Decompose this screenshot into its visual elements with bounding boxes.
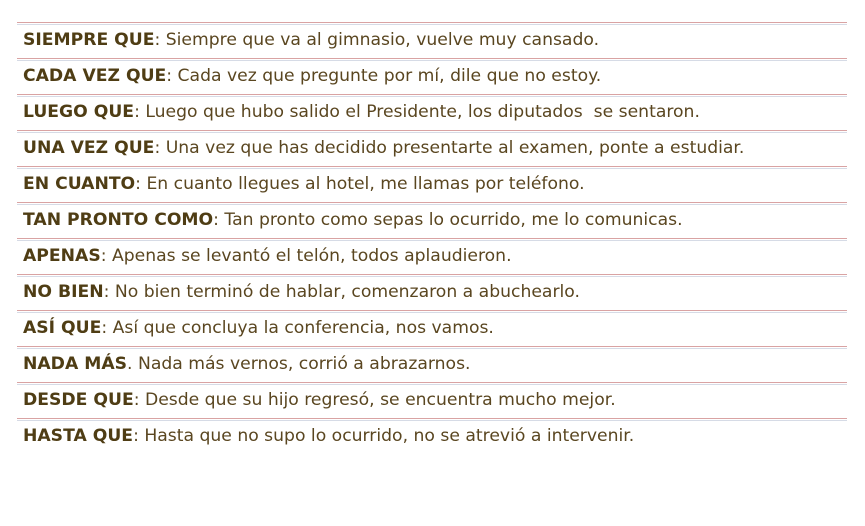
list-item xyxy=(17,130,847,166)
separator: : xyxy=(101,318,113,338)
row-divider xyxy=(17,166,847,167)
term-label: NADA MÁS xyxy=(23,354,128,374)
row-divider xyxy=(17,240,847,241)
row-divider xyxy=(17,382,847,383)
example-sentence: Tan pronto como sepas lo ocurrido, me lo comunicas. xyxy=(224,210,683,230)
conjunction-list xyxy=(17,22,847,454)
row-divider xyxy=(17,274,847,275)
list-item xyxy=(17,22,847,58)
term-label: TAN PRONTO COMO xyxy=(23,210,214,230)
separator: : xyxy=(134,102,146,122)
example-sentence: Nada más vernos, corrió a abrazarnos. xyxy=(137,354,471,374)
separator: : xyxy=(213,210,225,230)
row-divider xyxy=(17,22,847,23)
row-divider xyxy=(17,276,847,277)
example-sentence: Desde que su hijo regresó, se encuentra mucho mejor. xyxy=(144,390,616,410)
list-item xyxy=(17,382,847,418)
row-divider xyxy=(17,24,847,25)
example-sentence: No bien terminó de hablar, comenzaron a abuchearlo. xyxy=(114,282,580,302)
list-item xyxy=(17,238,847,274)
separator: : xyxy=(135,174,147,194)
row-divider xyxy=(17,238,847,239)
list-item xyxy=(17,274,847,310)
term-label: UNA VEZ QUE xyxy=(23,138,155,158)
term-label: CADA VEZ QUE xyxy=(23,66,167,86)
example-sentence: Apenas se levantó el telón, todos aplaudieron. xyxy=(111,246,512,266)
list-item xyxy=(17,310,847,346)
row-divider xyxy=(17,204,847,205)
list-item xyxy=(17,202,847,238)
separator: : xyxy=(133,426,145,446)
row-divider xyxy=(17,310,847,311)
row-divider xyxy=(17,418,847,419)
row-divider xyxy=(17,94,847,95)
row-divider xyxy=(17,346,847,347)
list-item xyxy=(17,166,847,202)
separator: : xyxy=(100,246,112,266)
separator: : xyxy=(154,30,166,50)
term-label: DESDE QUE xyxy=(23,390,134,410)
row-divider xyxy=(17,312,847,313)
separator: : xyxy=(103,282,115,302)
separator: : xyxy=(166,66,178,86)
separator: : xyxy=(133,390,145,410)
row-divider xyxy=(17,132,847,133)
example-sentence: Luego que hubo salido el Presidente, los diputados se sentaron. xyxy=(145,102,700,122)
term-label: NO BIEN xyxy=(23,282,104,302)
example-sentence: Siempre que va al gimnasio, vuelve muy cansado. xyxy=(165,30,600,50)
term-label: HASTA QUE xyxy=(23,426,134,446)
term-label: EN CUANTO xyxy=(23,174,136,194)
list-item xyxy=(17,58,847,94)
example-sentence: Cada vez que pregunte por mí, dile que no estoy. xyxy=(177,66,602,86)
row-divider xyxy=(17,202,847,203)
separator: . xyxy=(127,354,138,374)
row-divider xyxy=(17,420,847,421)
row-divider xyxy=(17,58,847,59)
term-label: LUEGO QUE xyxy=(23,102,135,122)
example-sentence: Así que concluya la conferencia, nos vamos. xyxy=(112,318,494,338)
separator: : xyxy=(154,138,166,158)
term-label: SIEMPRE QUE xyxy=(23,30,155,50)
row-divider xyxy=(17,130,847,131)
row-divider xyxy=(17,168,847,169)
row-divider xyxy=(17,60,847,61)
example-sentence: En cuanto llegues al hotel, me llamas por teléfono. xyxy=(146,174,585,194)
row-divider xyxy=(17,384,847,385)
row-divider xyxy=(17,96,847,97)
term-label: APENAS xyxy=(23,246,101,266)
example-sentence: Una vez que has decidido presentarte al examen, ponte a estudiar. xyxy=(165,138,745,158)
list-item xyxy=(17,346,847,382)
list-item xyxy=(17,94,847,130)
list-item xyxy=(17,418,847,454)
example-sentence: Hasta que no supo lo ocurrido, no se atrevió a intervenir. xyxy=(144,426,635,446)
row-divider xyxy=(17,348,847,349)
term-label: ASÍ QUE xyxy=(23,318,102,338)
